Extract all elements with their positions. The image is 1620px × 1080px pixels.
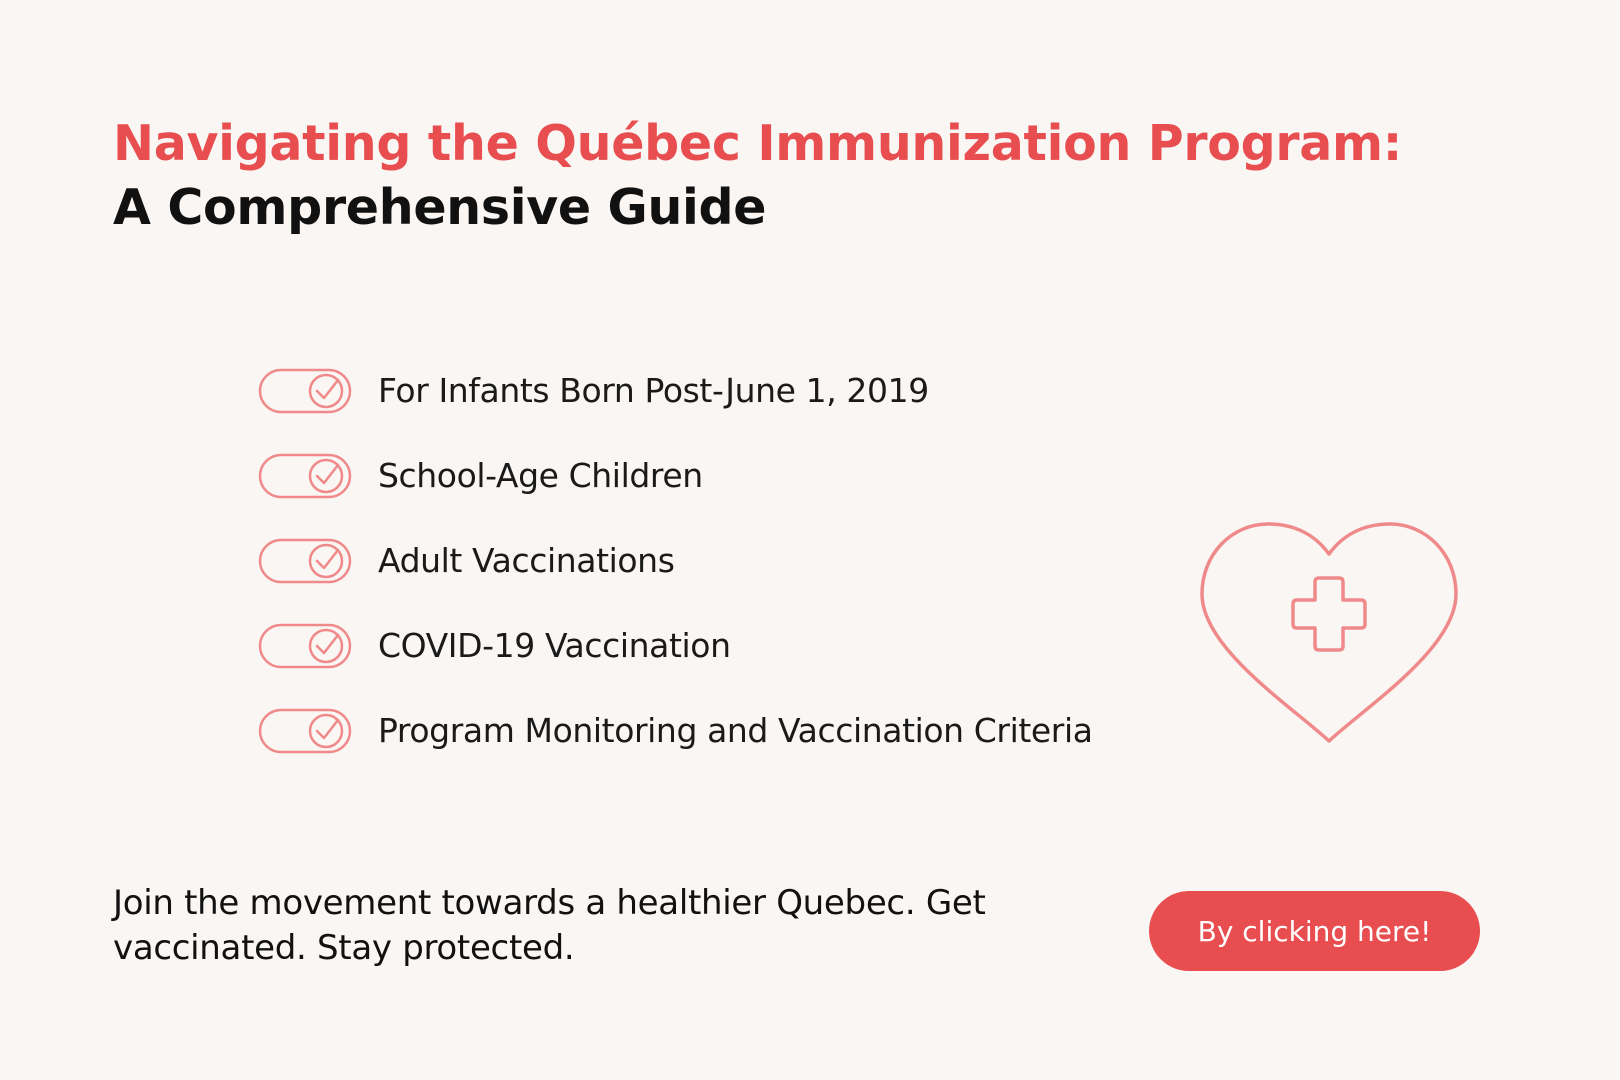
checklist-item [258,603,1093,688]
toggle-check-icon [258,367,352,415]
checklist-item-label: School-Age Children [378,456,703,495]
title-line-primary: Navigating the Québec Immunization Program: [113,115,1403,172]
toggle-check-icon [258,452,352,500]
checklist-item [258,518,1093,603]
checklist-item-label: Adult Vaccinations [378,541,675,580]
toggle-check-icon [258,707,352,755]
cta-message: Join the movement towards a healthier Quebec. Get vaccinated. Stay protected. [113,883,986,968]
heart-medical-cross-icon [1196,518,1462,746]
checklist-item [258,348,1093,433]
page-title [113,112,1402,240]
checklist-item [258,433,1093,518]
toggle-check-icon [258,622,352,670]
toggle-check-icon [258,537,352,585]
checklist-item-label: COVID-19 Vaccination [378,626,731,665]
checklist-item-label: For Infants Born Post-June 1, 2019 [378,371,929,410]
title-line-secondary: A Comprehensive Guide [113,179,767,236]
checklist-item [258,688,1093,773]
topic-checklist [258,348,1093,773]
cta-button[interactable]: By clicking here! [1149,891,1480,971]
checklist-item-label: Program Monitoring and Vaccination Criteria [378,711,1093,750]
